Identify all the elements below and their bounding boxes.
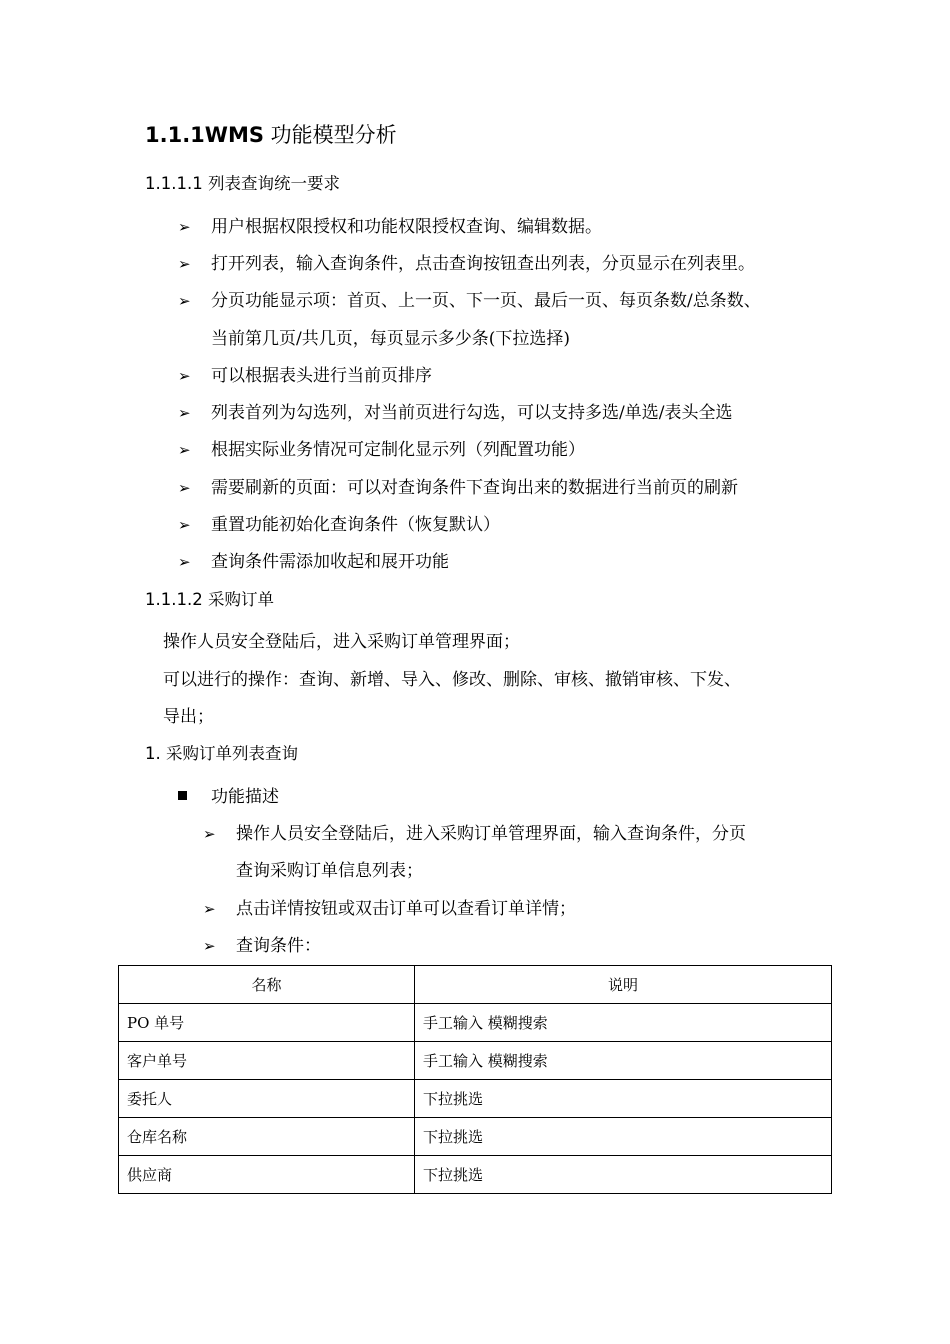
- table-cell: 下拉挑选: [415, 1080, 832, 1118]
- list-item-continuation: 查询采购订单信息列表；: [236, 861, 423, 881]
- list-item: ➢ 分页功能显示项：首页、上一页、下一页、最后一页、每页条数/总条数、: [178, 291, 761, 311]
- arrow-bullet-icon: ➢: [178, 218, 191, 236]
- table-row: [119, 1118, 832, 1156]
- table-cell: 手工输入 模糊搜索: [415, 1042, 832, 1080]
- list-item: ➢ 根据实际业务情况可定制化显示列（列配置功能）: [178, 440, 585, 460]
- column-header: 说明: [415, 966, 832, 1004]
- section-heading-1-1-1: [145, 120, 397, 150]
- arrow-bullet-icon: ➢: [178, 553, 191, 571]
- section-heading-1-1-1-2: 1.1.1.2 采购订单: [145, 590, 274, 609]
- list-item-continuation: 当前第几页/共几页，每页显示多少条(下拉选择): [211, 329, 570, 349]
- table-cell: 仓库名称: [119, 1118, 415, 1156]
- list-item: ➢ 查询条件：: [203, 936, 321, 956]
- paragraph: 可以进行的操作：查询、新增、导入、修改、删除、审核、撤销审核、下发、: [163, 670, 741, 690]
- table-cell: PO 单号: [119, 1004, 415, 1042]
- list-item: 功能描述: [178, 785, 279, 809]
- arrow-bullet-icon: ➢: [203, 937, 216, 955]
- table-row: [119, 1004, 832, 1042]
- table-cell: 客户单号: [119, 1042, 415, 1080]
- section-heading-1-1-1-1: 1.1.1.1 列表查询统一要求: [145, 174, 340, 193]
- table-row: [119, 1156, 832, 1194]
- arrow-bullet-icon: ➢: [203, 900, 216, 918]
- arrow-bullet-icon: ➢: [178, 404, 191, 422]
- table-row: [119, 1080, 832, 1118]
- table-cell: 下拉挑选: [415, 1118, 832, 1156]
- column-header: 名称: [119, 966, 415, 1004]
- list-item: ➢ 操作人员安全登陆后，进入采购订单管理界面，输入查询条件，分页: [203, 824, 746, 844]
- table-cell: 下拉挑选: [415, 1156, 832, 1194]
- list-item: ➢ 重置功能初始化查询条件（恢复默认）: [178, 515, 500, 535]
- arrow-bullet-icon: ➢: [178, 255, 191, 273]
- list-item: ➢ 打开列表，输入查询条件，点击查询按钮查出列表，分页显示在列表里。: [178, 254, 755, 274]
- arrow-bullet-icon: ➢: [178, 479, 191, 497]
- sub-heading: 1. 采购订单列表查询: [145, 744, 298, 763]
- arrow-bullet-icon: ➢: [178, 441, 191, 459]
- list-item: ➢ 需要刷新的页面：可以对查询条件下查询出来的数据进行当前页的刷新: [178, 478, 738, 498]
- paragraph-continuation: 导出；: [163, 707, 214, 727]
- table-cell: 供应商: [119, 1156, 415, 1194]
- arrow-bullet-icon: ➢: [203, 825, 216, 843]
- query-conditions-table: [118, 965, 832, 1194]
- list-item: ➢ 列表首列为勾选列，对当前页进行勾选，可以支持多选/单选/表头全选: [178, 403, 733, 423]
- arrow-bullet-icon: ➢: [178, 516, 191, 534]
- heading-title: 功能模型分析: [270, 123, 397, 147]
- list-item: ➢ 查询条件需添加收起和展开功能: [178, 552, 449, 572]
- list-item: ➢ 用户根据权限授权和功能权限授权查询、编辑数据。: [178, 217, 602, 237]
- paragraph: 操作人员安全登陆后，进入采购订单管理界面；: [163, 632, 520, 652]
- arrow-bullet-icon: ➢: [178, 367, 191, 385]
- table-row: [119, 1042, 832, 1080]
- list-item: ➢ 点击详情按钮或双击订单可以查看订单详情；: [203, 899, 576, 919]
- table-cell: 手工输入 模糊搜索: [415, 1004, 832, 1042]
- list-item: ➢ 可以根据表头进行当前页排序: [178, 366, 432, 386]
- heading-number: 1.1.1WMS: [145, 123, 264, 147]
- table-header-row: [119, 966, 832, 1004]
- table-cell: 委托人: [119, 1080, 415, 1118]
- arrow-bullet-icon: ➢: [178, 292, 191, 310]
- square-bullet-icon: [178, 791, 187, 800]
